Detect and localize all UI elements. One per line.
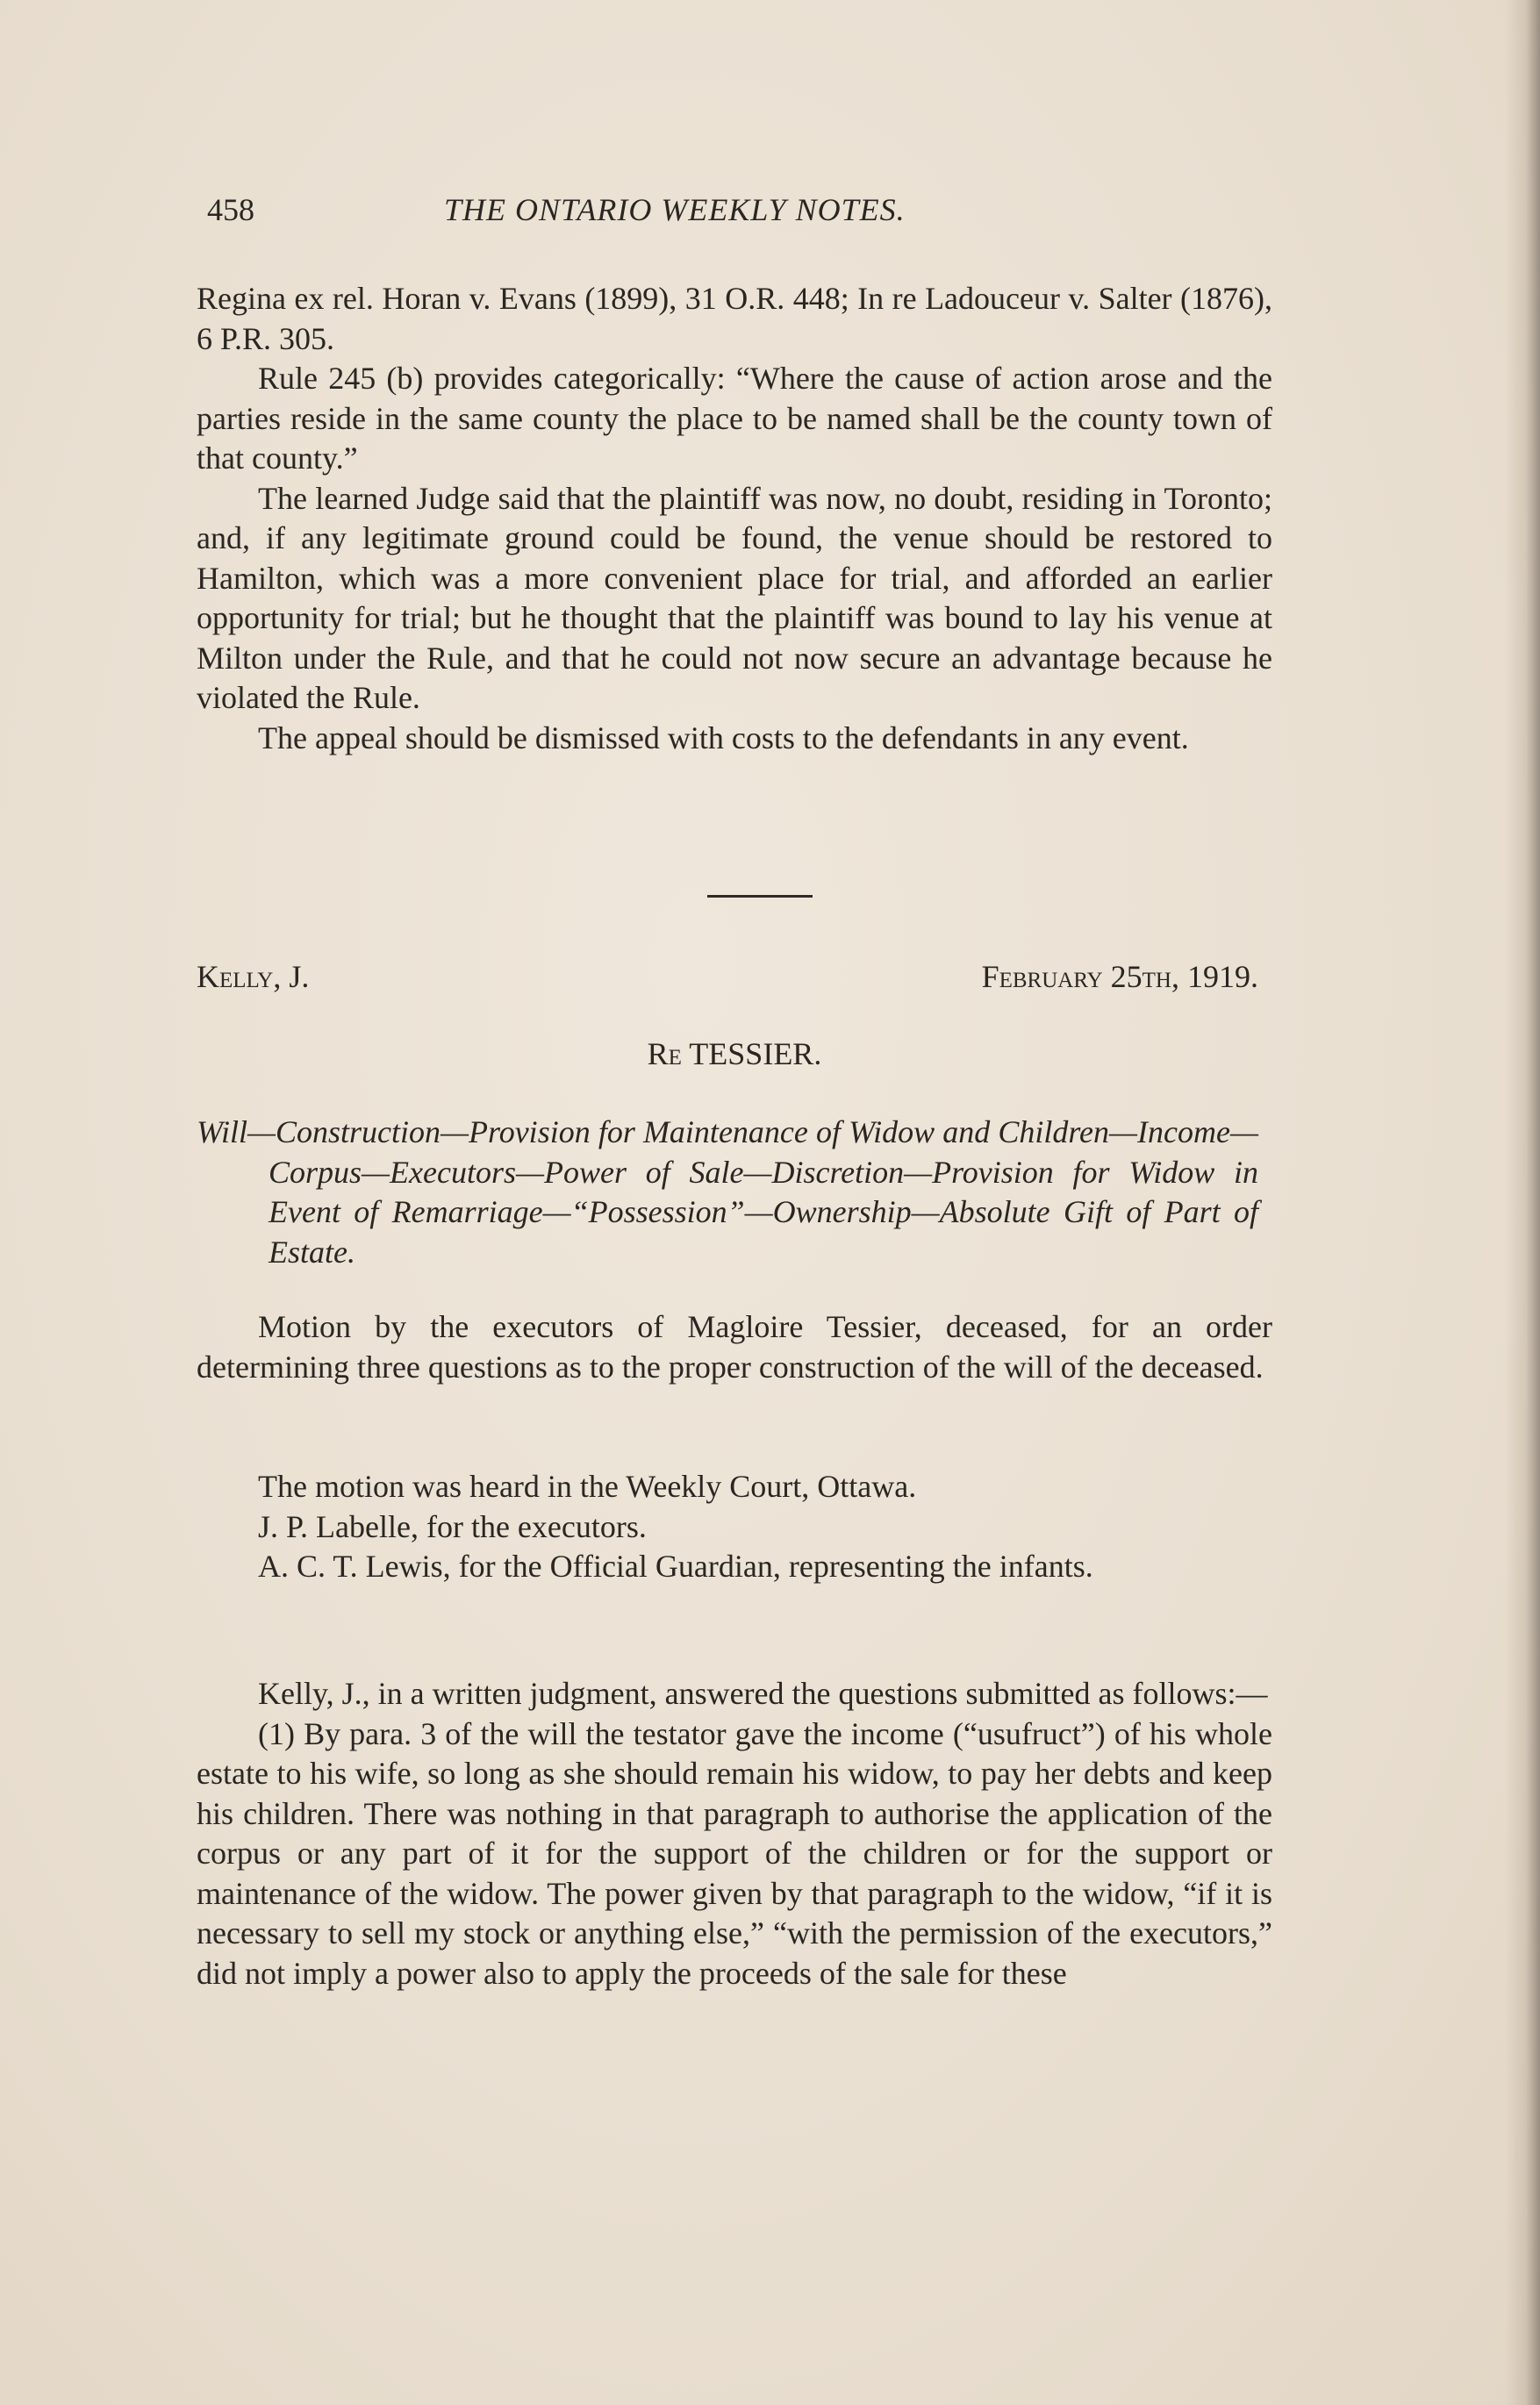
reasoning-paragraph: The learned Judge said that the plaintiff was now, no doubt, residing in Toronto; and, if any legitimate ground could be found, the venue should be restored to Hamilton, which was a more convenient place for trial, and afforded an earlier opportunity for trial; but he thought that the plaintiff was bound to lay his venue at Milton under the Rule, and that he could not now secure an advantage because he violated the Rule. (197, 480, 1272, 715)
counsel-guardian: A. C. T. Lewis, for the Official Guardian, representing the infants. (258, 1549, 1093, 1584)
hearing-text (197, 1467, 1272, 1587)
judge-name: Kelly, J. (197, 959, 310, 994)
judgment-text (197, 1674, 1272, 1993)
citation-paragraph: Regina ex rel. Horan v. Evans (1899), 31 O.R. 448; In re Ladouceur v. Salter (1876), 6 P.R. 305. (197, 281, 1272, 356)
page-number: 458 (207, 192, 254, 227)
case-title: Re TESSIER. (647, 1036, 822, 1071)
judgment-date: February 25th, 1919. (981, 959, 1258, 994)
page-edge-shadow (1505, 0, 1540, 2405)
running-head (207, 191, 1269, 239)
journal-title: THE ONTARIO WEEKLY NOTES. (444, 192, 906, 227)
headnote: Will—Construction—Provision for Maintenance of Widow and Children—Income—Corpus—Executors—Power of Sale—Discretion—Provision for Widow in Event of Remarriage—“Possession”—Ownership—Absolute Gift of Part of Estate. (197, 1114, 1258, 1270)
rule-paragraph: Rule 245 (b) provides categorically: “Where the cause of action arose and the parties reside in the same county the place to be named shall be the county town of that county.” (197, 361, 1272, 476)
judgment-intro: Kelly, J., in a written judgment, answered the questions submitted as follows:— (258, 1676, 1268, 1711)
case-dateline (197, 958, 1258, 1002)
motion-paragraph: Motion by the executors of Magloire Tessier, deceased, for an order determining three questions as to the proper construction of the will of the deceased. (197, 1309, 1272, 1385)
section-divider (707, 895, 813, 898)
motion-text (197, 1307, 1272, 1387)
hearing-court: The motion was heard in the Weekly Court, Ottawa. (258, 1469, 917, 1504)
disposition-paragraph: The appeal should be dismissed with costs to the defendants in any event. (258, 719, 1189, 755)
prior-case-text (197, 279, 1272, 758)
counsel-executors: J. P. Labelle, for the executors. (258, 1508, 647, 1544)
judgment-answer-1: (1) By para. 3 of the will the testator gave the income (“usufruct”) of his whole estate to his wife, so long as she should remain his widow, to pay her debts and keep his children. There was nothing in that paragraph to authorise the application of the corpus or any part of it for the support of the children or for the support or maintenance of the widow. The power given by that paragraph to the widow, “if it is necessary to sell my stock or anything else,” “with the permission of the executors,” did not imply a power also to apply the proceeds of the sale for these (197, 1715, 1272, 1991)
